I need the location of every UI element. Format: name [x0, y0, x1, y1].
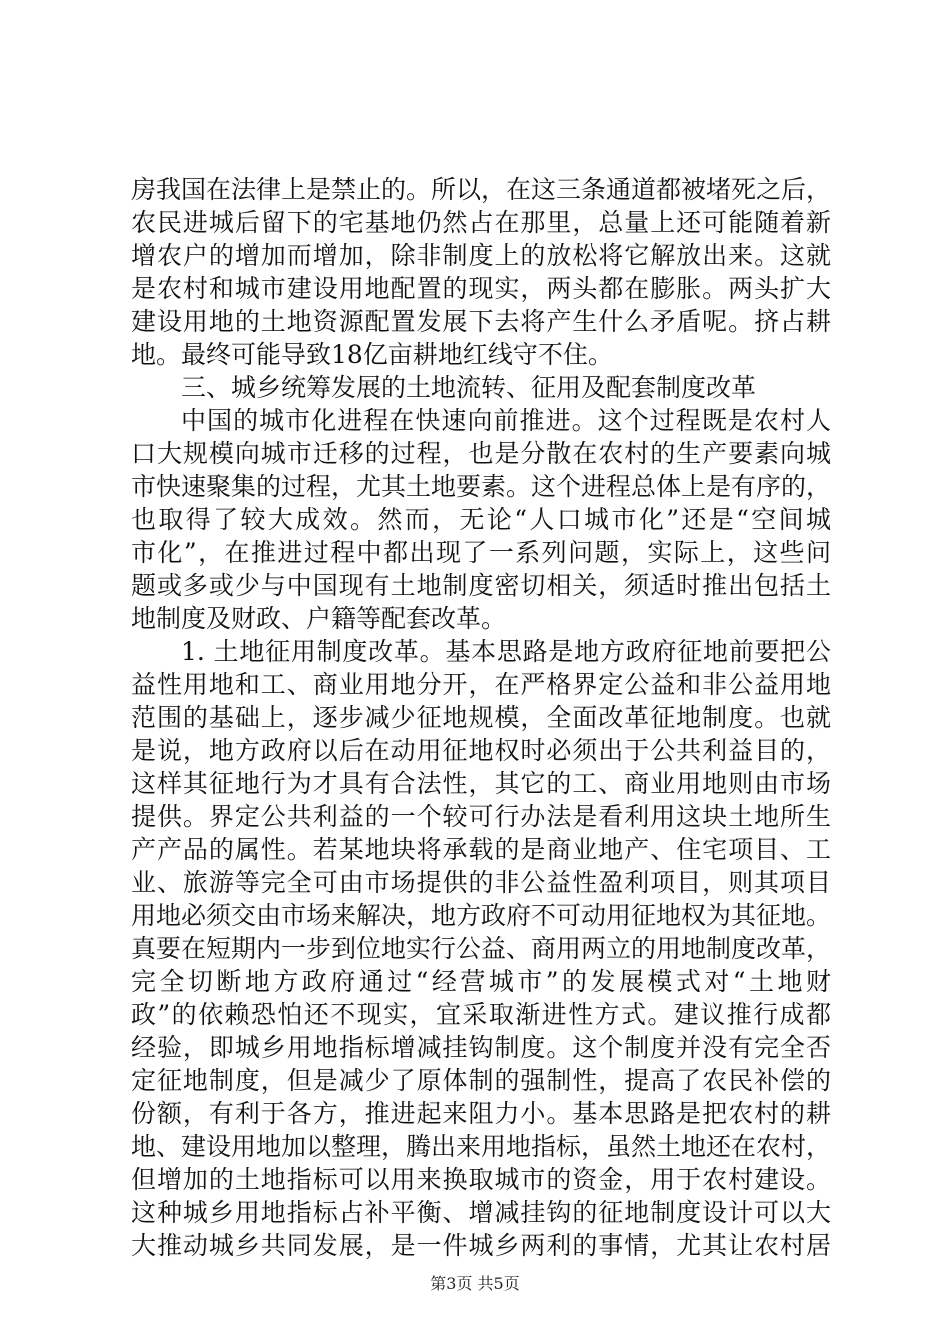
text-line: 也取得了较大成效。然而，无论“人口城市化”还是“空间城	[131, 505, 831, 534]
text-line: 大推动城乡共同发展，是一件城乡两利的事情，尤其让农村居	[131, 1231, 831, 1260]
text-line: 政”的依赖恐怕还不现实，宜采取渐进性方式。建议推行成都	[131, 1000, 831, 1029]
text-line: 市化”，在推进过程中都出现了一系列问题，实际上，这些问	[131, 538, 831, 567]
text-line: 中国的城市化进程在快速向前推进。这个过程既是农村人	[181, 406, 831, 435]
text-line: 这种城乡用地指标占补平衡、增减挂钩的征地制度设计可以大	[131, 1198, 831, 1227]
text-line: 范围的基础上，逐步减少征地规模，全面改革征地制度。也就	[131, 703, 831, 732]
text-line: 地、建设用地加以整理，腾出来用地指标，虽然土地还在农村，	[131, 1132, 832, 1161]
text-line: 完全切断地方政府通过“经营城市”的发展模式对“土地财	[131, 967, 831, 996]
text-line: 1. 土地征用制度改革。基本思路是地方政府征地前要把公	[181, 637, 831, 666]
text-line: 是说，地方政府以后在动用征地权时必须出于公共利益目的，	[131, 736, 831, 765]
text-line: 农民进城后留下的宅基地仍然占在那里，总量上还可能随着新	[131, 208, 831, 237]
text-line: 产产品的属性。若某地块将承载的是商业地产、住宅项目、工	[131, 835, 831, 864]
text-line: 地。最终可能导致18亿亩耕地红线守不住。	[131, 340, 613, 369]
text-line: 益性用地和工、商业用地分开，在严格界定公益和非公益用地	[131, 670, 831, 699]
text-line: 这样其征地行为才具有合法性，其它的工、商业用地则由市场	[131, 769, 831, 798]
text-line: 经验，即城乡用地指标增减挂钩制度。这个制度并没有完全否	[131, 1033, 831, 1062]
text-line: 提供。界定公共利益的一个较可行办法是看利用这块土地所生	[131, 802, 831, 831]
text-line: 业、旅游等完全可由市场提供的非公益性盈利项目，则其项目	[131, 868, 831, 897]
text-line: 增农户的增加而增加，除非制度上的放松将它解放出来。这就	[131, 241, 831, 270]
text-line: 定征地制度，但是减少了原体制的强制性，提高了农民补偿的	[131, 1066, 831, 1095]
text-line: 市快速聚集的过程，尤其土地要素。这个进程总体上是有序的，	[131, 472, 832, 501]
text-line: 房我国在法律上是禁止的。所以，在这三条通道都被堵死之后，	[131, 175, 832, 204]
text-line: 建设用地的土地资源配置发展下去将产生什么矛盾呢。挤占耕	[131, 307, 831, 336]
document-body	[131, 173, 831, 1262]
text-line: 用地必须交由市场来解决，地方政府不可动用征地权为其征地。	[131, 901, 832, 930]
text-line: 题或多或少与中国现有土地制度密切相关，须适时推出包括土	[131, 571, 831, 600]
text-line: 口大规模向城市迁移的过程，也是分散在农村的生产要素向城	[131, 439, 831, 468]
text-line: 份额，有利于各方，推进起来阻力小。基本思路是把农村的耕	[131, 1099, 831, 1128]
page-number-footer: 第3页 共5页	[430, 1274, 520, 1293]
text-line: 但增加的土地指标可以用来换取城市的资金，用于农村建设。	[131, 1165, 831, 1194]
section-heading: 三、城乡统筹发展的土地流转、征用及配套制度改革	[181, 373, 757, 402]
text-line: 真要在短期内一步到位地实行公益、商用两立的用地制度改革，	[131, 934, 832, 963]
text-line: 是农村和城市建设用地配置的现实，两头都在膨胀。两头扩大	[131, 274, 831, 303]
text-line: 地制度及财政、户籍等配套改革。	[131, 604, 507, 633]
